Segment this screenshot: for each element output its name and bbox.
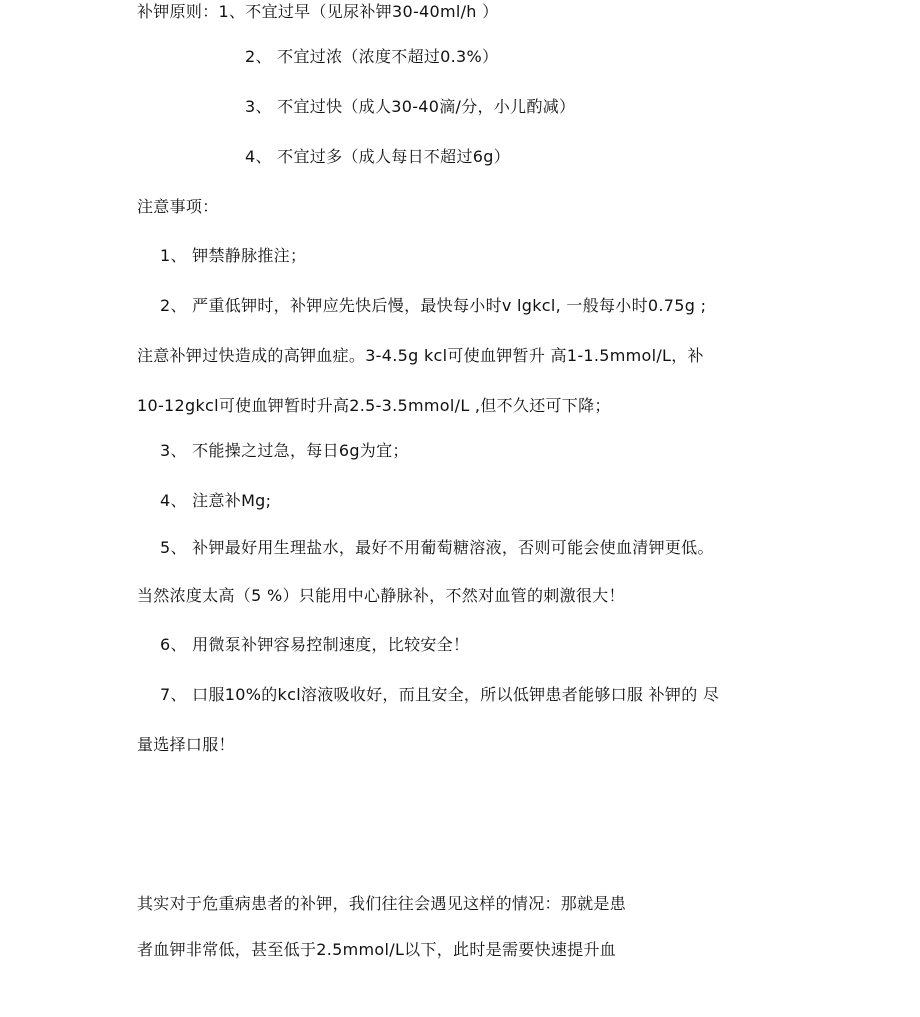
paragraph-line-2: 者血钾非常低，甚至低于2.5mmol/L以下，此时是需要快速提升血 — [137, 940, 617, 959]
note-7-line-1: 7、 口服10%的kcl溶液吸收好，而且安全，所以低钾患者能够口服 补钾的 尽 — [160, 685, 720, 704]
principle-4: 4、 不宜过多（成人每日不超过6g） — [245, 147, 511, 166]
note-5-line-1: 5、 补钾最好用生理盐水，最好不用葡萄糖溶液，否则可能会使血清钾更低。 — [160, 538, 714, 557]
principles-intro: 补钾原则：1、不宜过早（见尿补钾30-40ml/h ） — [137, 2, 499, 21]
note-7-line-2: 量选择口服！ — [137, 735, 235, 754]
note-5-line-2: 当然浓度太高（5 %）只能用中心静脉补，不然对血管的刺激很大！ — [137, 586, 625, 605]
note-1: 1、 钾禁静脉推注； — [160, 246, 307, 265]
note-3: 3、 不能操之过急，每日6g为宜； — [160, 441, 409, 460]
note-2-line-2: 注意补钾过快造成的高钾血症。3-4.5g kcl可使血钾暂升 高1-1.5mmol/L，补 — [137, 346, 704, 365]
paragraph-line-1: 其实对于危重病患者的补钾，我们往往会遇见这样的情况：那就是患 — [137, 894, 627, 913]
principle-2: 2、 不宜过浓（浓度不超过0.3%） — [245, 47, 499, 66]
note-2-line-1: 2、 严重低钾时，补钾应先快后慢，最快每小时v lgkcl, 一般每小时0.75g ; — [160, 296, 707, 315]
notes-title: 注意事项： — [137, 197, 219, 216]
note-2-line-3: 10-12gkcl可使血钾暂时升高2.5-3.5mmol/L ,但不久还可下降； — [137, 396, 611, 415]
principle-3: 3、 不宜过快（成人30-40滴/分，小儿酌减） — [245, 97, 576, 116]
note-6: 6、 用微泵补钾容易控制速度，比较安全！ — [160, 635, 470, 654]
note-4: 4、 注意补Mg; — [160, 491, 272, 510]
